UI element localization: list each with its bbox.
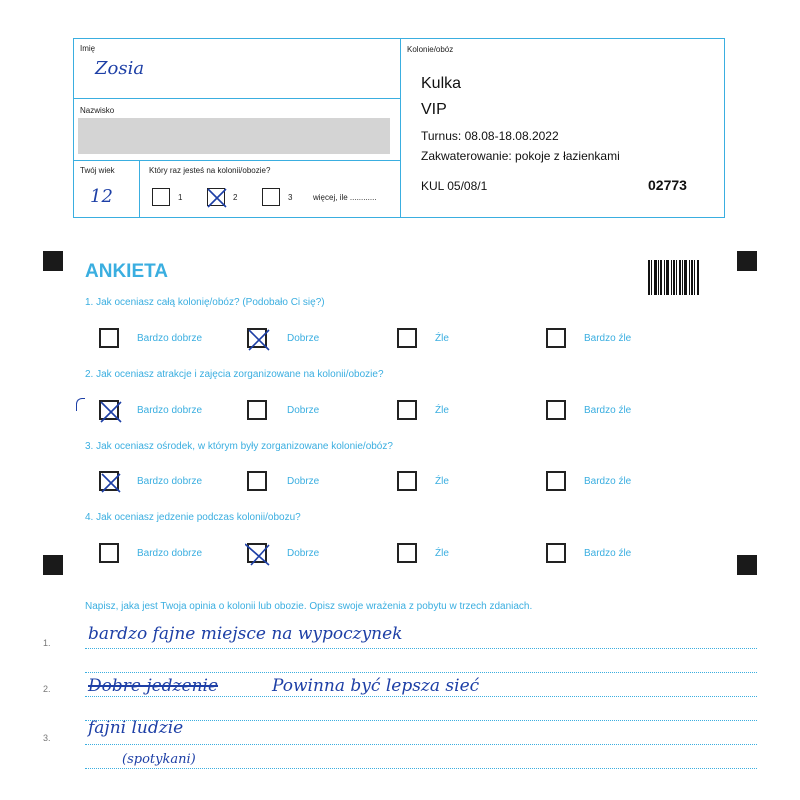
registration-marker-mid-right — [737, 555, 757, 575]
opinion-line-3[interactable]: fajni ludzie — [88, 718, 184, 738]
cross-mark-icon — [245, 326, 273, 354]
q2-option-bardzo-dobrze: Bardzo dobrze — [137, 405, 203, 416]
q1-option-bardzo-dobrze: Bardzo dobrze — [137, 333, 203, 344]
q4-checkbox-dobrze[interactable] — [247, 543, 267, 563]
question-2: 2. Jak oceniasz atrakcje i zajęcia zorganizowane na kolonii/obozie? — [85, 369, 384, 380]
writing-line-2 — [85, 696, 757, 697]
cross-mark-icon — [97, 398, 125, 426]
turnus-dates: Turnus: 08.08-18.08.2022 — [421, 129, 559, 143]
q1-option-bardzo-zle: Bardzo źle — [584, 333, 632, 344]
q4-option-bardzo-zle: Bardzo źle — [584, 548, 632, 559]
times-more-label: więcej, ile ............ — [313, 193, 377, 202]
opinion-line-2-struck: Dobre jedzenie — [88, 676, 219, 696]
q2-checkbox-zle[interactable] — [397, 400, 417, 420]
q4-checkbox-bardzo-dobrze[interactable] — [99, 543, 119, 563]
q3-option-dobrze: Dobrze — [287, 476, 320, 487]
camp-name: Kulka — [421, 75, 462, 92]
line-number-3: 3. — [43, 733, 51, 743]
q4-checkbox-bardzo-zle[interactable] — [546, 543, 566, 563]
q4-option-zle: Źle — [435, 548, 449, 559]
q2-checkbox-bardzo-dobrze[interactable] — [99, 400, 119, 420]
q2-checkbox-dobrze[interactable] — [247, 400, 267, 420]
surname-label: Nazwisko — [80, 106, 115, 115]
writing-line-1 — [85, 648, 757, 649]
writing-line-3b — [85, 768, 757, 769]
cross-mark-icon — [245, 541, 273, 569]
survey-title: ANKIETA — [85, 261, 169, 282]
registration-marker-top-right — [737, 251, 757, 271]
q3-option-zle: Źle — [435, 476, 449, 487]
q2-option-dobrze: Dobrze — [287, 405, 320, 416]
q4-option-bardzo-dobrze: Bardzo dobrze — [137, 548, 203, 559]
registration-marker-mid-left — [43, 555, 63, 575]
stray-pen-mark — [76, 398, 85, 411]
opinion-line-2[interactable]: Powinna być lepsza sieć — [272, 676, 480, 696]
q1-checkbox-zle[interactable] — [397, 328, 417, 348]
line-number-2: 2. — [43, 684, 51, 694]
opinion-prompt: Napisz, jaka jest Twoja opinia o kolonii lub obozie. Opisz swoje wrażenia z pobytu w trzech zdaniach. — [85, 601, 533, 612]
question-1: 1. Jak oceniasz całą kolonię/obóz? (Podobało Ci się?) — [85, 297, 325, 308]
line-number-1: 1. — [43, 638, 51, 648]
times-checkbox-1[interactable] — [152, 188, 170, 206]
times-checkbox-3[interactable] — [262, 188, 280, 206]
cross-mark-icon — [204, 185, 230, 211]
q3-option-bardzo-dobrze: Bardzo dobrze — [137, 476, 203, 487]
camp-type: VIP — [421, 101, 447, 118]
writing-line-3 — [85, 744, 757, 745]
q1-option-dobrze: Dobrze — [287, 333, 320, 344]
age-value[interactable]: 12 — [90, 186, 113, 207]
times-option-1: 1 — [178, 193, 183, 202]
q3-option-bardzo-zle: Bardzo źle — [584, 476, 632, 487]
times-label: Który raz jesteś na kolonii/obozie? — [149, 166, 271, 175]
q3-checkbox-bardzo-dobrze[interactable] — [99, 471, 119, 491]
cross-mark-icon — [97, 469, 125, 497]
opinion-line-3-extra: (spotykani) — [122, 752, 196, 767]
writing-line-2b — [85, 720, 757, 721]
barcode — [648, 260, 702, 295]
q2-option-bardzo-zle: Bardzo źle — [584, 405, 632, 416]
name-label: Imię — [80, 44, 96, 53]
q1-option-zle: Źle — [435, 333, 449, 344]
registration-marker-top-left — [43, 251, 63, 271]
camp-label: Kolonie/obóz — [407, 45, 454, 54]
writing-line-1b — [85, 672, 757, 673]
q3-checkbox-bardzo-zle[interactable] — [546, 471, 566, 491]
q1-checkbox-bardzo-dobrze[interactable] — [99, 328, 119, 348]
age-label: Twój wiek — [80, 166, 115, 175]
surname-redacted-field[interactable] — [78, 118, 390, 154]
q3-checkbox-zle[interactable] — [397, 471, 417, 491]
times-option-2: 2 — [233, 193, 238, 202]
q2-option-zle: Źle — [435, 405, 449, 416]
q2-checkbox-bardzo-zle[interactable] — [546, 400, 566, 420]
opinion-line-1[interactable]: bardzo fajne miejsce na wypoczynek — [88, 624, 403, 644]
times-option-3: 3 — [288, 193, 293, 202]
question-3: 3. Jak oceniasz ośrodek, w którym były zorganizowane kolonie/obóz? — [85, 441, 393, 452]
camp-code: KUL 05/08/1 — [421, 179, 488, 193]
accommodation: Zakwaterowanie: pokoje z łazienkami — [421, 149, 620, 163]
q1-checkbox-bardzo-zle[interactable] — [546, 328, 566, 348]
q3-checkbox-dobrze[interactable] — [247, 471, 267, 491]
name-value[interactable]: Zosia — [95, 58, 145, 79]
question-4: 4. Jak oceniasz jedzenie podczas kolonii/obozu? — [85, 512, 301, 523]
times-checkbox-2[interactable] — [207, 188, 225, 206]
q4-checkbox-zle[interactable] — [397, 543, 417, 563]
form-number: 02773 — [648, 177, 687, 193]
q4-option-dobrze: Dobrze — [287, 548, 320, 559]
q1-checkbox-dobrze[interactable] — [247, 328, 267, 348]
